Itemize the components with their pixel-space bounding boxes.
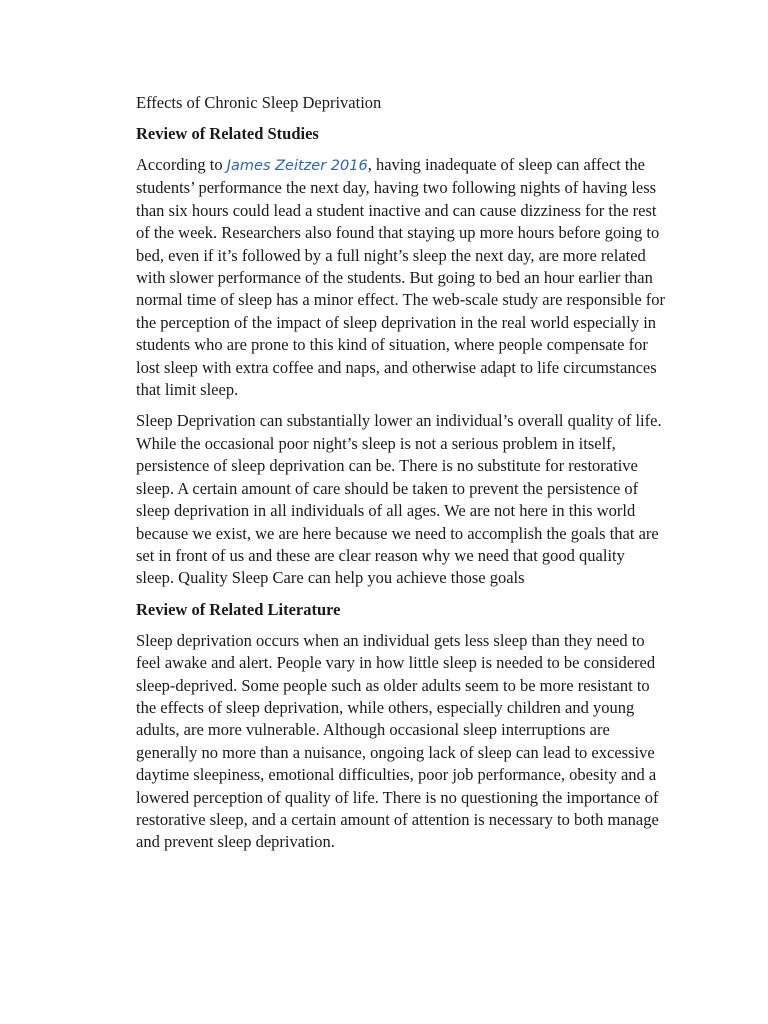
paragraph-body: , having inadequate of sleep can affect the students’ performance the next day, having two following nights of having less than six hours could lead a student inactive and can cause dizziness for the rest of the week. Researchers also found that staying up more hours before going to bed, even if it’s followed by a full night’s sleep the next day, are more related with slower performance of the students. But going to bed an hour earlier than normal time of sleep has a minor effect. The web-scale study are responsible for the perception of the impact of sleep deprivation in the real world especially in students who are prone to this kind of situation, where people compensate for lost sleep with extra coffee and naps, and otherwise adapt to life circumstances that limit sleep.: [136, 155, 666, 400]
paragraph-quality-of-life: Sleep Deprivation can substantially lower an individual’s overall quality of life. While the occasional poor night’s sleep is not a serious problem in itself, persistence of sleep deprivation can be. There is no substitute for restorative sleep. A certain amount of care should be taken to prevent the persistence of sleep deprivation in all individuals of all ages. We are not here in this world because we exist, we are here because we need to accomplish the goals that are set in front of us and these are clear reason why we need that good quality sleep. Quality Sleep Care can help you achieve those goals: [136, 411, 662, 588]
paragraph-prefix: According to: [136, 155, 227, 174]
paragraph-sleep-deprivation: Sleep deprivation occurs when an individual gets less sleep than they need to feel awake and alert. People vary in how little sleep is needed to be considered sleep-deprived. Some people such as older adults seem to be more resistant to the effects of sleep deprivation, while others, especially children and young adults, are more vulnerable. Although occasional sleep interruptions are generally no more than a nuisance, ongoing lack of sleep can lead to excessive daytime sleepiness, emotional difficulties, poor job performance, obesity and a lowered perception of quality of life. There is no questioning the importance of restorative sleep, and a certain amount of attention is necessary to both manage and prevent sleep deprivation.: [136, 630, 659, 852]
paragraph-zeitzer: [136, 154, 666, 401]
citation-link[interactable]: James Zeitzer 2016: [226, 158, 368, 174]
section-heading-literature: Review of Related Literature: [136, 599, 341, 619]
document-page: [136, 92, 666, 863]
document-title: Effects of Chronic Sleep Deprivation: [136, 93, 382, 112]
section-heading-studies: Review of Related Studies: [136, 124, 319, 143]
